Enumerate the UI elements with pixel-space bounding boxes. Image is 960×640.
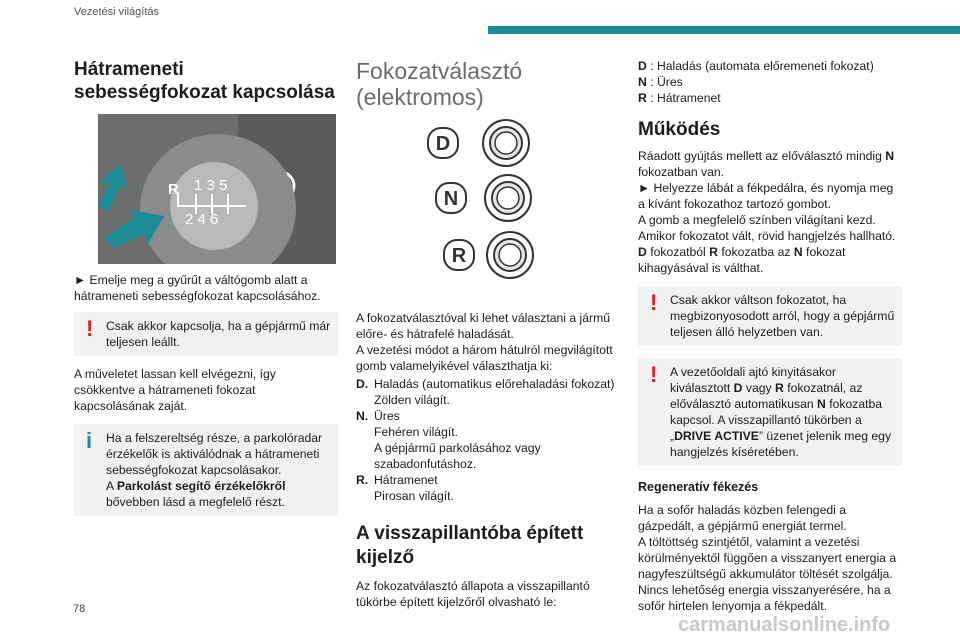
info-link: Parkolást segítő érzékelőkről	[116, 479, 286, 493]
warning-text: Csak akkor kapcsolja, ha a gépjármű már teljesen leállt.	[106, 319, 331, 349]
page-number: 78	[73, 603, 86, 615]
subtitle-regen: Regeneratív fékezés	[638, 480, 759, 494]
warning-icon: !	[650, 290, 658, 315]
button-r-label: R	[451, 245, 467, 267]
warning-note-3: ! A vezetőoldali ajtó kinyitásakor kiválasztott D vagy R fokozatnál, az előválasztó automatikusan N fokozatba kapcsol. A visszapillantó tükörben a „DRIVE ACTIVE” üzenet jelenik meg egy hangjelzés kíséretében.	[638, 358, 902, 466]
reverse-step: ► Emelje meg a gyűrűt a váltógomb alatt a hátrameneti sebességfokozat kapcsolásához.	[74, 273, 321, 303]
svg-text:2 4 6: 2 4 6	[185, 211, 219, 228]
selector-illustration	[418, 118, 558, 288]
warning-icon: !	[86, 316, 94, 341]
def-list	[356, 376, 620, 504]
regen-body: Ha a sofőr haladás közben felengedi a gázpedált, a gépjármű energiát termel. A töltöttség szintjétől, valamint a vezetési körülményektől függően a visszanyert energia a nagyfeszültségű akkumulátor töltését szolgálja. Nincs lehetőség energia visszanyerésére, ha a sofőr hirtelen lenyomja a fékpedált.	[638, 503, 897, 613]
watermark: carmanualsonline.info	[678, 614, 891, 636]
column-selector	[356, 58, 620, 610]
info-text: Ha a felszereltség része, a parkolóradar érzékelők is aktiválódnak a hátrameneti sebességfokozat kapcsolásakor.	[106, 431, 323, 477]
operation-body: Ráadott gyújtás mellett az előválasztó mindig N fokozatban van. ► Helyezze lábát a fékpedálra, és nyomja meg a kívánt fokozathoz tartozó gombot. A gomb a megfelelő színben világítani kezd. Amikor fokozatot vált, rövid hangjelzés hallható. D fokozatból R fokozatba az N fokozat kihagyásával is válthat.	[638, 149, 896, 275]
gear-knob-illustration	[98, 114, 336, 264]
column-operation	[638, 58, 902, 614]
warning-icon: !	[650, 362, 658, 387]
warning-note-2: ! Csak akkor váltson fokozatot, ha megbizonyosodott arról, hogy a gépjármű teljesen álló helyzetben van.	[638, 286, 902, 346]
selector-intro: A fokozatválasztóval ki lehet választani a jármű előre- és hátrafelé haladását. A vezetési módot a három hátulról megvilágított gomb valamelyikével választhatja ki:	[356, 311, 613, 373]
arrow-push-icon	[104, 198, 174, 248]
info-icon: i	[86, 428, 93, 453]
mirror-para: Az fokozatválasztó állapota a visszapillantó tükörbe épített kijelzőről olvasható le:	[356, 579, 590, 609]
state-list: D : Haladás (automata előremeneti fokozat) N : Üres R : Hátramenet	[638, 59, 874, 105]
header-title: Vezetési világítás	[74, 6, 159, 18]
column-reverse-gear	[74, 58, 338, 516]
header-bar	[488, 26, 960, 34]
selector-svg	[418, 118, 558, 288]
svg-text:1 3 5: 1 3 5	[194, 177, 228, 194]
def-n: N. Üres Fehéren világít. A gépjármű parkolásához vagy szabadonfutáshoz.	[356, 409, 541, 471]
warning-note-1	[74, 312, 338, 356]
section-title-mirror: A visszapillantóba épített kijelző	[356, 523, 584, 568]
reverse-para: A műveletet lassan kell elvégezni, így csökkentve a hátrameneti fokozat kapcsolásának zaját.	[74, 367, 276, 413]
def-d: D. Haladás (automatikus előrehaladási fokozat) Zölden világít.	[356, 377, 615, 407]
section-title-selector: Fokozatválasztó (elektromos)	[356, 58, 523, 110]
section-title-operation: Működés	[638, 119, 721, 140]
def-r: R. Hátramenet Pirosan világít.	[356, 473, 454, 503]
info-note: i Ha a felszereltség része, a parkolóradar érzékelők is aktiválódnak a hátrameneti sebességfokozat kapcsolásakor. A Parkolást segítő érzékelőkről bővebben lásd a megfelelő részt.	[74, 424, 338, 516]
section-title-reverse: Hátrameneti sebességfokozat kapcsolása	[74, 59, 335, 103]
svg-text:R: R	[168, 181, 179, 198]
button-n-label: N	[443, 188, 459, 210]
button-d-label: D	[435, 133, 451, 155]
